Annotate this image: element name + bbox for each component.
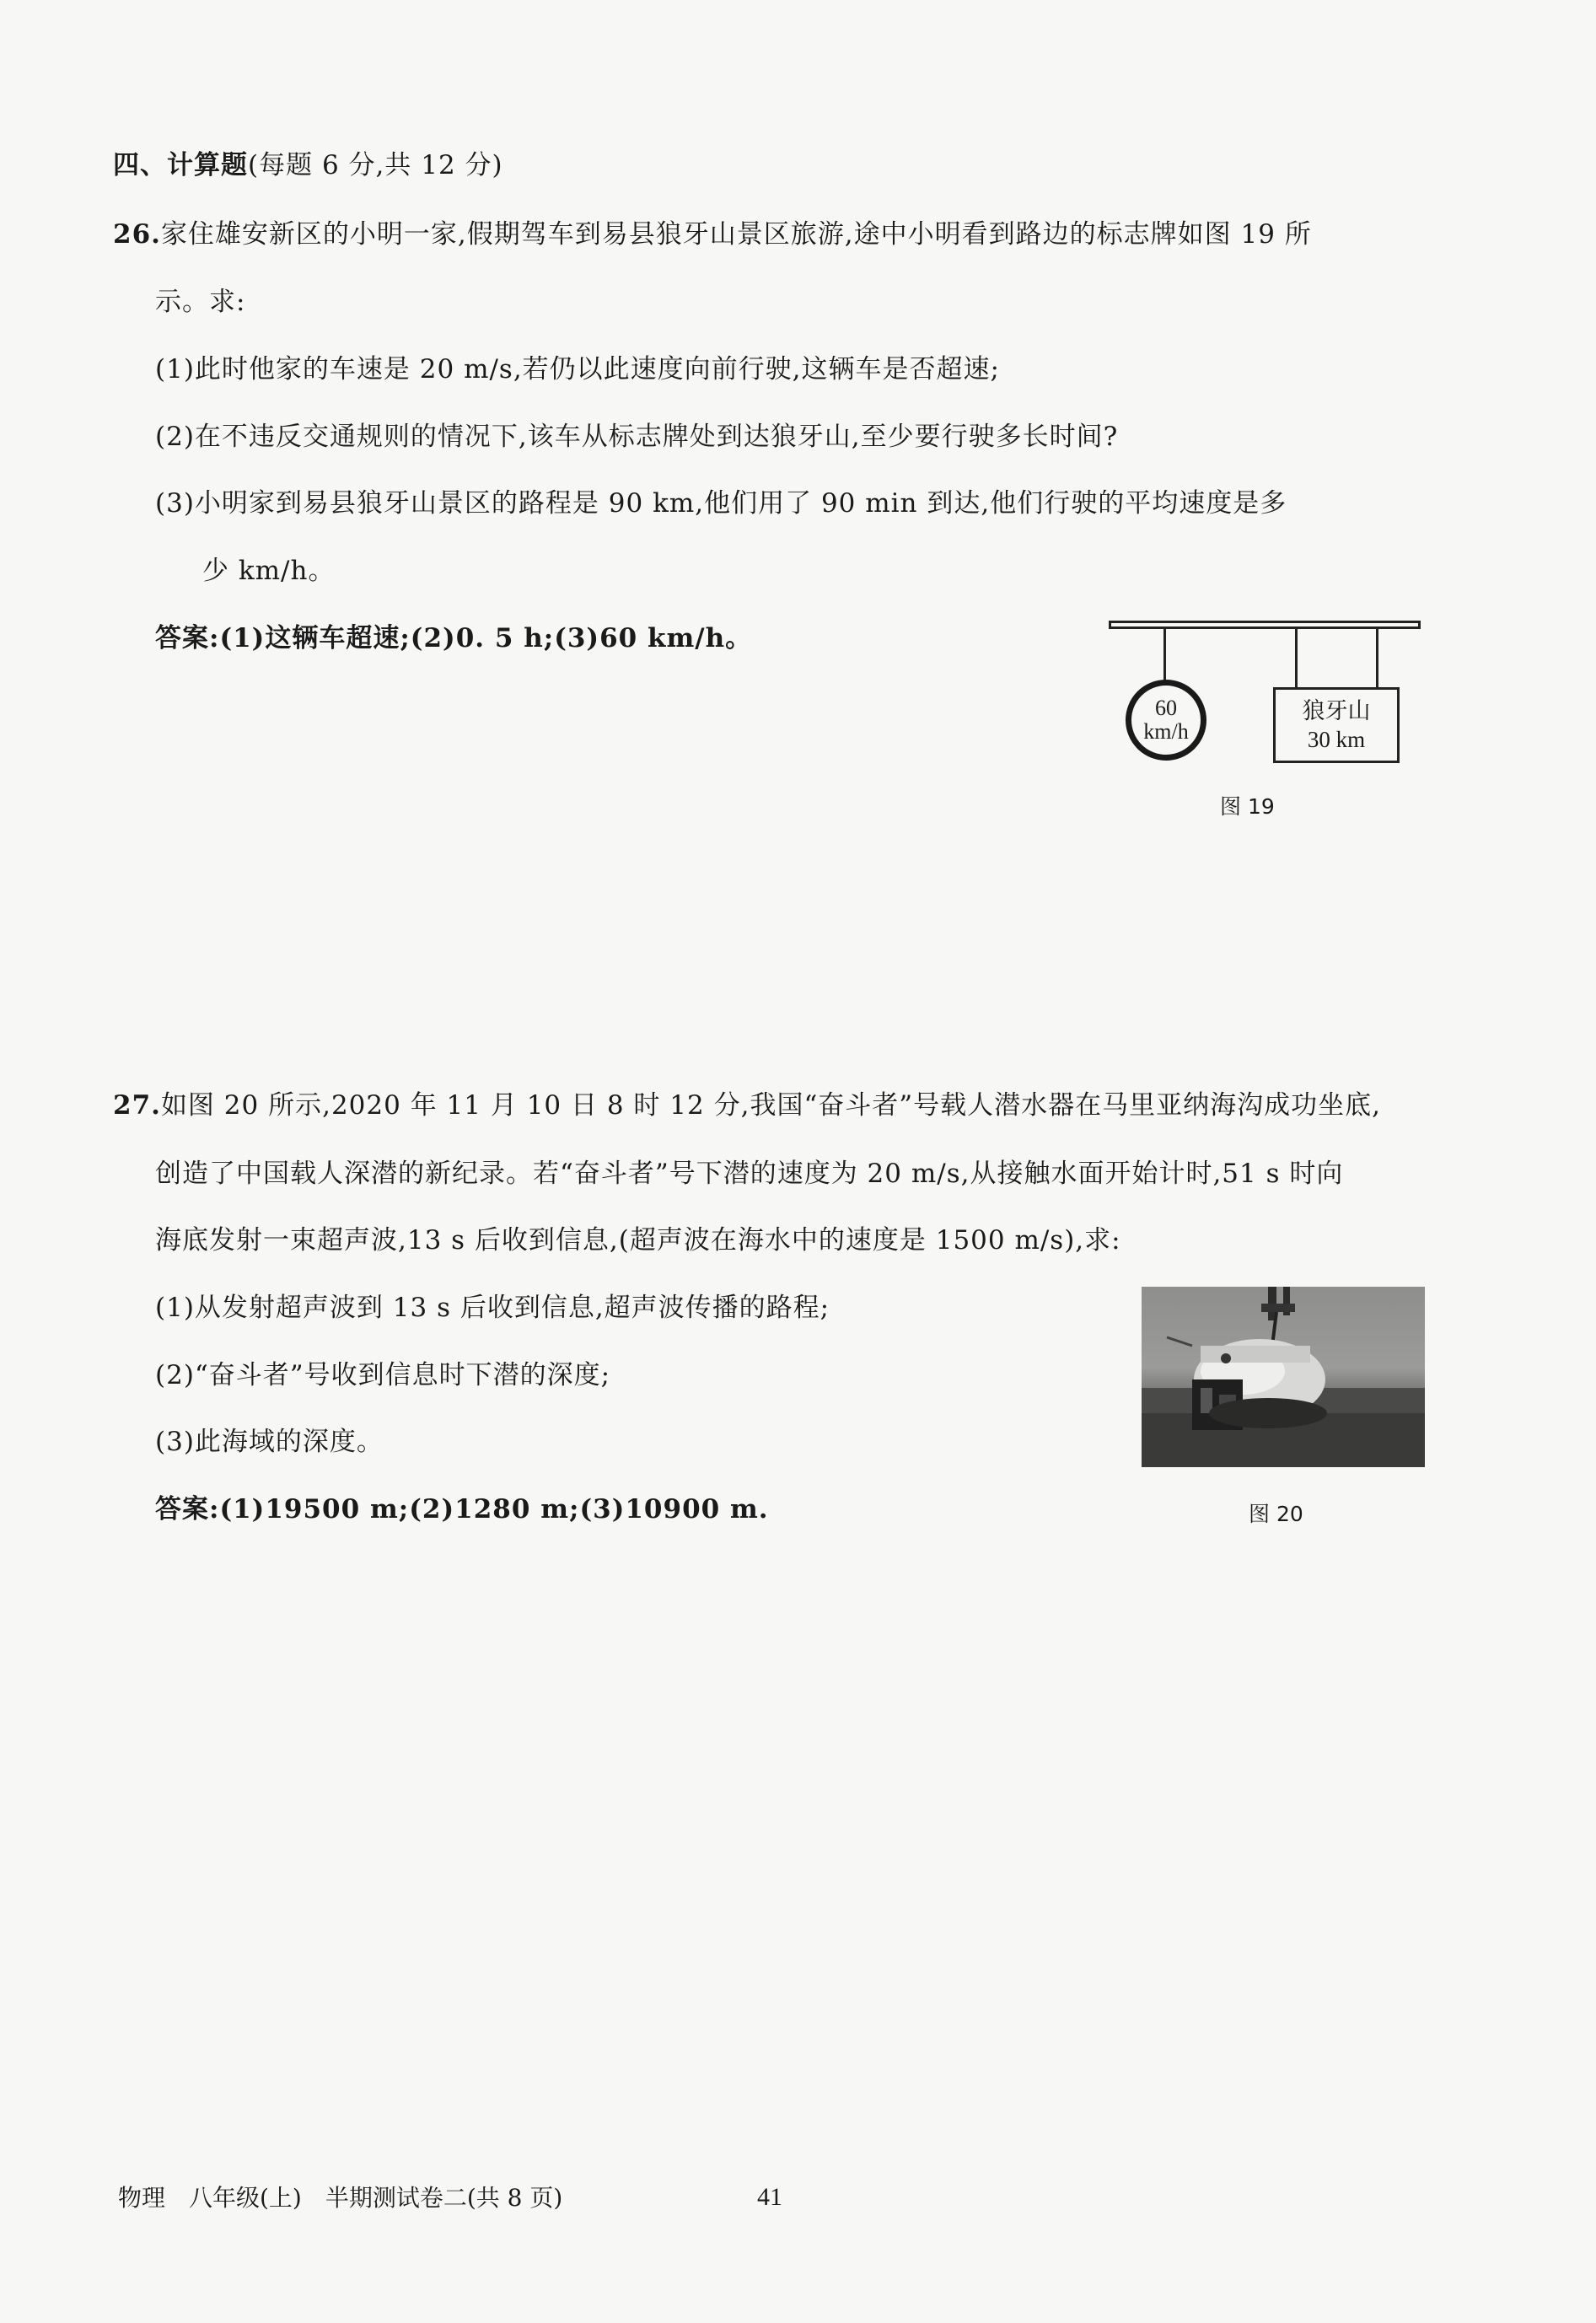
q26-stem-line1 <box>113 218 1312 251</box>
sign-pole-mid <box>1295 629 1298 689</box>
submersible-photo <box>1142 1287 1425 1467</box>
sign-pole-left <box>1163 629 1166 681</box>
q27-stem-line1 <box>113 1089 1381 1122</box>
q26-sub3-line1: (3)小明家到易县狼牙山景区的路程是 90 km,他们用了 90 min 到达,他们行驶的平均速度是多 <box>155 488 1287 519</box>
q26-answer: 答案:(1)这辆车超速;(2)0. 5 h;(3)60 km/h。 <box>155 623 753 653</box>
section-header <box>113 148 503 182</box>
distance-sign <box>1273 687 1400 763</box>
q27-sub2: (2)“奋斗者”号收到信息时下潜的深度; <box>155 1360 611 1390</box>
q26-stem-text1: 家住雄安新区的小明一家,假期驾车到易县狼牙山景区旅游,途中小明看到路边的标志牌如图 19 所 <box>160 219 1312 250</box>
sign-crossbar <box>1109 621 1421 629</box>
q27-stem-line3: 海底发射一束超声波,13 s 后收到信息,(超声波在海水中的速度是 1500 m/s),求: <box>155 1225 1121 1256</box>
q27-answer: 答案:(1)19500 m;(2)1280 m;(3)10900 m. <box>155 1494 769 1524</box>
destination-name: 狼牙山 <box>1302 698 1371 723</box>
q26-number: 26. <box>113 219 161 250</box>
page-number: 41 <box>757 2183 782 2211</box>
q26-sub2: (2)在不违反交通规则的情况下,该车从标志牌处到达狼牙山,至少要行驶多长时间? <box>155 422 1119 452</box>
q27-sub1: (1)从发射超声波到 13 s 后收到信息,超声波传播的路程; <box>155 1293 830 1323</box>
q27-stem-line2: 创造了中国载人深潜的新纪录。若“奋斗者”号下潜的速度为 20 m/s,从接触水面开始计时,51 s 时向 <box>155 1159 1344 1189</box>
speed-limit-unit: km/h <box>1143 719 1189 744</box>
speed-limit-value: 60 <box>1155 696 1177 720</box>
q27-stem-text1: 如图 20 所示,2020 年 11 月 10 日 8 时 12 分,我国“奋斗者”号载人潜水器在马里亚纳海沟成功坐底, <box>160 1090 1381 1121</box>
destination-distance: 30 km <box>1307 727 1366 752</box>
speed-limit-sign <box>1126 680 1206 761</box>
q26-sub1: (1)此时他家的车速是 20 m/s,若仍以此速度向前行驶,这辆车是否超速; <box>155 354 1000 384</box>
section-note: (每题 6 分,共 12 分) <box>248 150 503 180</box>
q26-sub3-line2: 少 km/h。 <box>202 556 336 586</box>
q26-stem-line2: 示。求: <box>155 287 246 317</box>
section-title: 四、计算题 <box>113 150 248 180</box>
figure-19-caption: 图 19 <box>1220 794 1275 819</box>
q27-sub3: (3)此海域的深度。 <box>155 1427 384 1457</box>
figure-20-caption: 图 20 <box>1249 1502 1303 1526</box>
q27-number: 27. <box>113 1090 161 1121</box>
footer-subject: 物理 八年级(上) 半期测试卷二(共 8 页) <box>118 2184 563 2212</box>
sign-pole-right <box>1376 629 1378 689</box>
